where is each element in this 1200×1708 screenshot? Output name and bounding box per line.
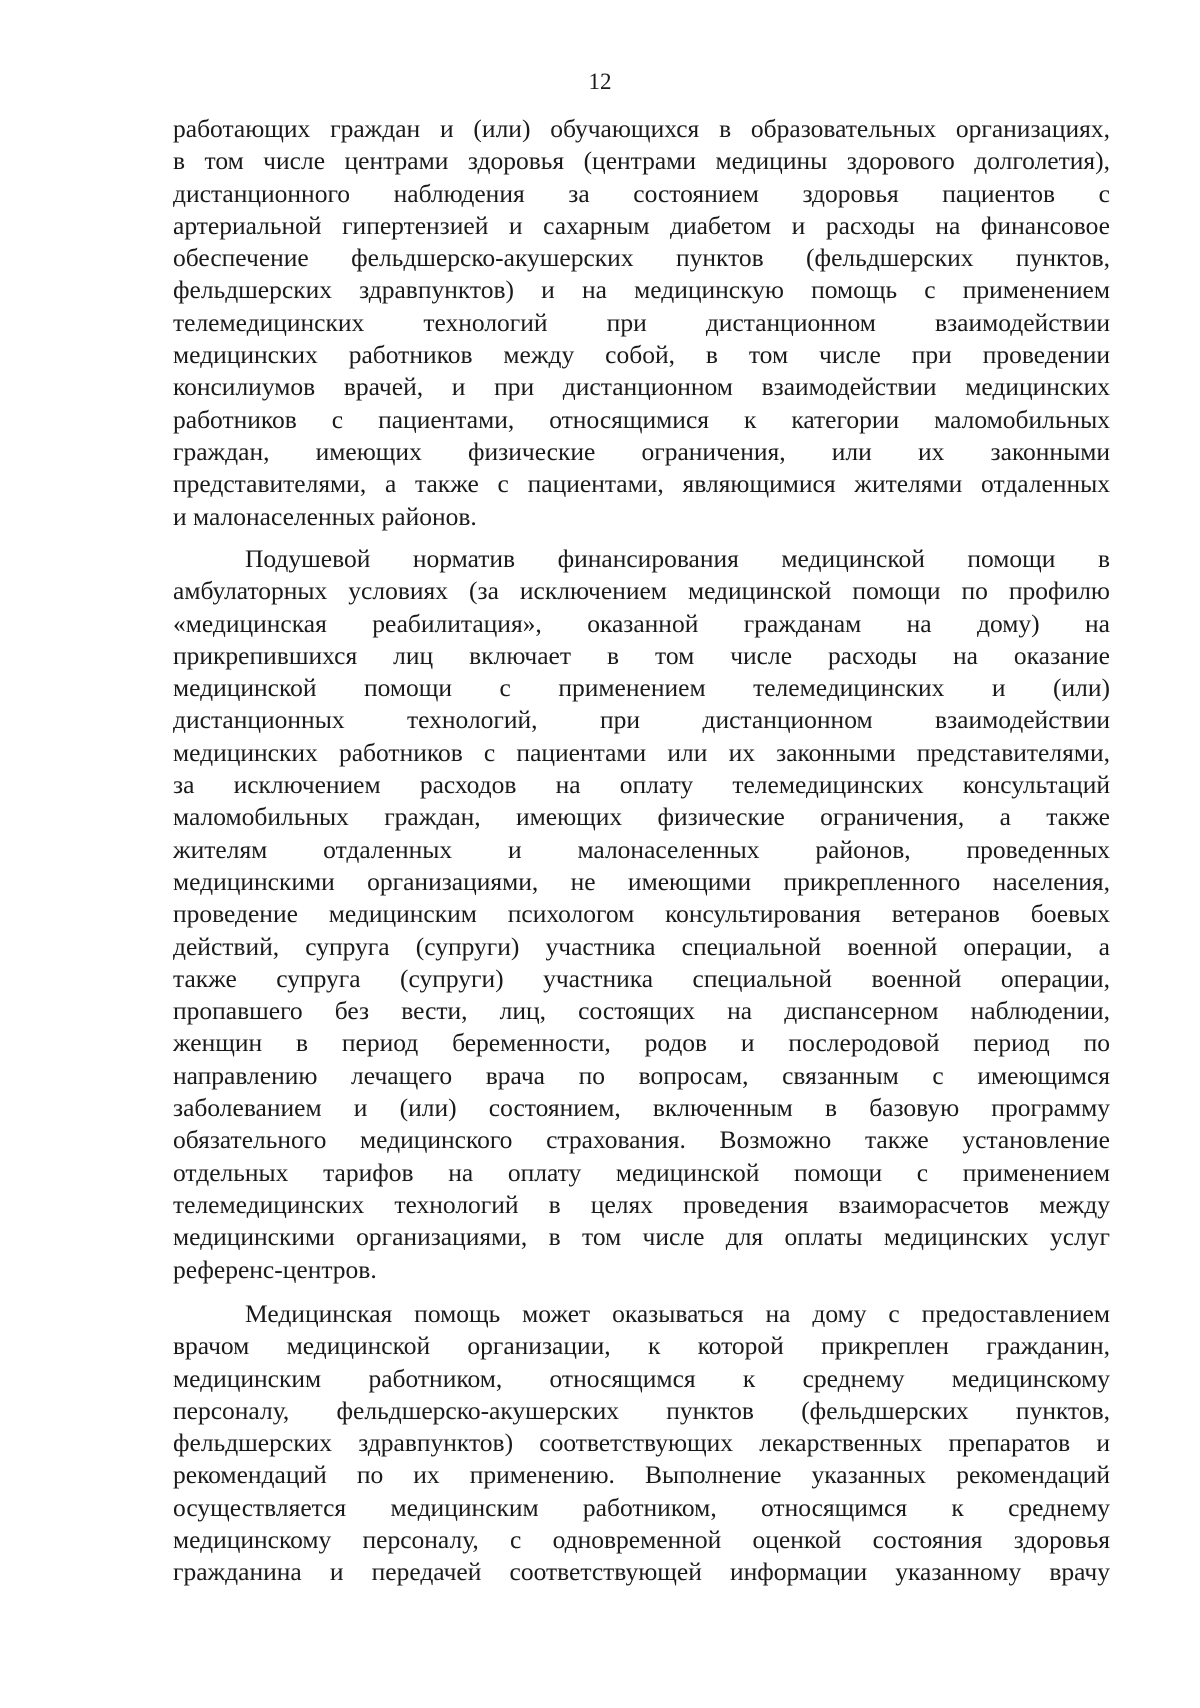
text-line: обеспечение фельдшерско-акушерских пунктов (фельдшерских пунктов, bbox=[173, 243, 1110, 273]
text-line: фельдшерских здравпунктов) и на медицинскую помощь с применением bbox=[173, 275, 1110, 305]
text-line: Подушевой норматив финансирования медицинской помощи в bbox=[245, 544, 1110, 573]
text-line: медицинских работников между собой, в том числе при проведении bbox=[173, 340, 1110, 370]
text-line: маломобильных граждан, имеющих физические ограничения, а также bbox=[173, 802, 1110, 832]
text-line: медицинскими организациями, в том числе для оплаты медицинских услуг bbox=[173, 1222, 1110, 1252]
page-number: 12 bbox=[588, 69, 612, 94]
text-line: врачом медицинской организации, к которой прикреплен гражданин, bbox=[173, 1331, 1110, 1361]
text-line: гражданина и передачей соответствующей информации указанному врачу bbox=[173, 1557, 1110, 1587]
text-line: референс-центров. bbox=[173, 1254, 377, 1284]
text-line: фельдшерских здравпунктов) соответствующих лекарственных препаратов и bbox=[173, 1428, 1110, 1458]
paragraph-2 bbox=[173, 543, 1110, 1286]
text-line: медицинскими организациями, не имеющими прикрепленного населения, bbox=[173, 866, 1110, 896]
text-line: действий, супруга (супруги) участника специальной военной операции, а bbox=[173, 931, 1110, 961]
text-line: медицинской помощи с применением телемедицинских и (или) bbox=[173, 673, 1110, 703]
text-line: граждан, имеющих физические ограничения, или их законными bbox=[173, 436, 1110, 466]
text-line: амбулаторных условиях (за исключением медицинской помощи по профилю bbox=[173, 576, 1110, 606]
text-line: телемедицинских технологий в целях проведения взаиморасчетов между bbox=[173, 1189, 1110, 1219]
text-line: Медицинская помощь может оказываться на дому с предоставлением bbox=[245, 1299, 1110, 1328]
text-line: работающих граждан и (или) обучающихся в образовательных организациях, bbox=[173, 114, 1110, 143]
text-line: жителям отдаленных и малонаселенных районов, проведенных bbox=[173, 834, 1110, 864]
text-line: женщин в период беременности, родов и послеродовой период по bbox=[173, 1028, 1110, 1058]
text-line: обязательного медицинского страхования. Возможно также установление bbox=[173, 1125, 1110, 1155]
text-line: персоналу, фельдшерско-акушерских пунктов (фельдшерских пунктов, bbox=[173, 1395, 1110, 1425]
text-line: прикрепившихся лиц включает в том числе расходы на оказание bbox=[173, 640, 1110, 670]
text-line: медицинскому персоналу, с одновременной оценкой состояния здоровья bbox=[173, 1525, 1110, 1555]
paragraph-3 bbox=[173, 1298, 1110, 1589]
text-line: артериальной гипертензией и сахарным диабетом и расходы на финансовое bbox=[173, 210, 1110, 240]
text-line: пропавшего без вести, лиц, состоящих на диспансерном наблюдении, bbox=[173, 996, 1110, 1026]
text-line: дистанционных технологий, при дистанционном взаимодействии bbox=[173, 705, 1110, 735]
text-line: телемедицинских технологий при дистанционном взаимодействии bbox=[173, 307, 1110, 337]
text-line: осуществляется медицинским работником, относящимся к среднему bbox=[173, 1492, 1110, 1522]
text-line: рекомендаций по их применению. Выполнение указанных рекомендаций bbox=[173, 1460, 1110, 1490]
text-line: и малонаселенных районов. bbox=[173, 501, 477, 531]
text-line: медицинских работников с пациентами или их законными представителями, bbox=[173, 737, 1110, 767]
text-line: в том числе центрами здоровья (центрами медицины здорового долголетия), bbox=[173, 146, 1110, 176]
text-line: «медицинская реабилитация», оказанной гражданам на дому) на bbox=[173, 608, 1110, 638]
text-line: представителями, а также с пациентами, являющимися жителями отдаленных bbox=[173, 469, 1110, 499]
text-line: работников с пациентами, относящимися к категории маломобильных bbox=[173, 404, 1110, 434]
text-line: за исключением расходов на оплату телемедицинских консультаций bbox=[173, 770, 1110, 800]
text-line: также супруга (супруги) участника специальной военной операции, bbox=[173, 963, 1110, 993]
text-line: отдельных тарифов на оплату медицинской помощи с применением bbox=[173, 1157, 1110, 1187]
text-line: направлению лечащего врача по вопросам, связанным с имеющимся bbox=[173, 1060, 1110, 1090]
text-line: медицинским работником, относящимся к среднему медицинскому bbox=[173, 1363, 1110, 1393]
text-line: дистанционного наблюдения за состоянием здоровья пациентов с bbox=[173, 178, 1110, 208]
text-line: консилиумов врачей, и при дистанционном взаимодействии медицинских bbox=[173, 372, 1110, 402]
text-line: проведение медицинским психологом консультирования ветеранов боевых bbox=[173, 899, 1110, 929]
paragraph-1 bbox=[173, 113, 1110, 533]
text-line: заболеванием и (или) состоянием, включенным в базовую программу bbox=[173, 1093, 1110, 1123]
